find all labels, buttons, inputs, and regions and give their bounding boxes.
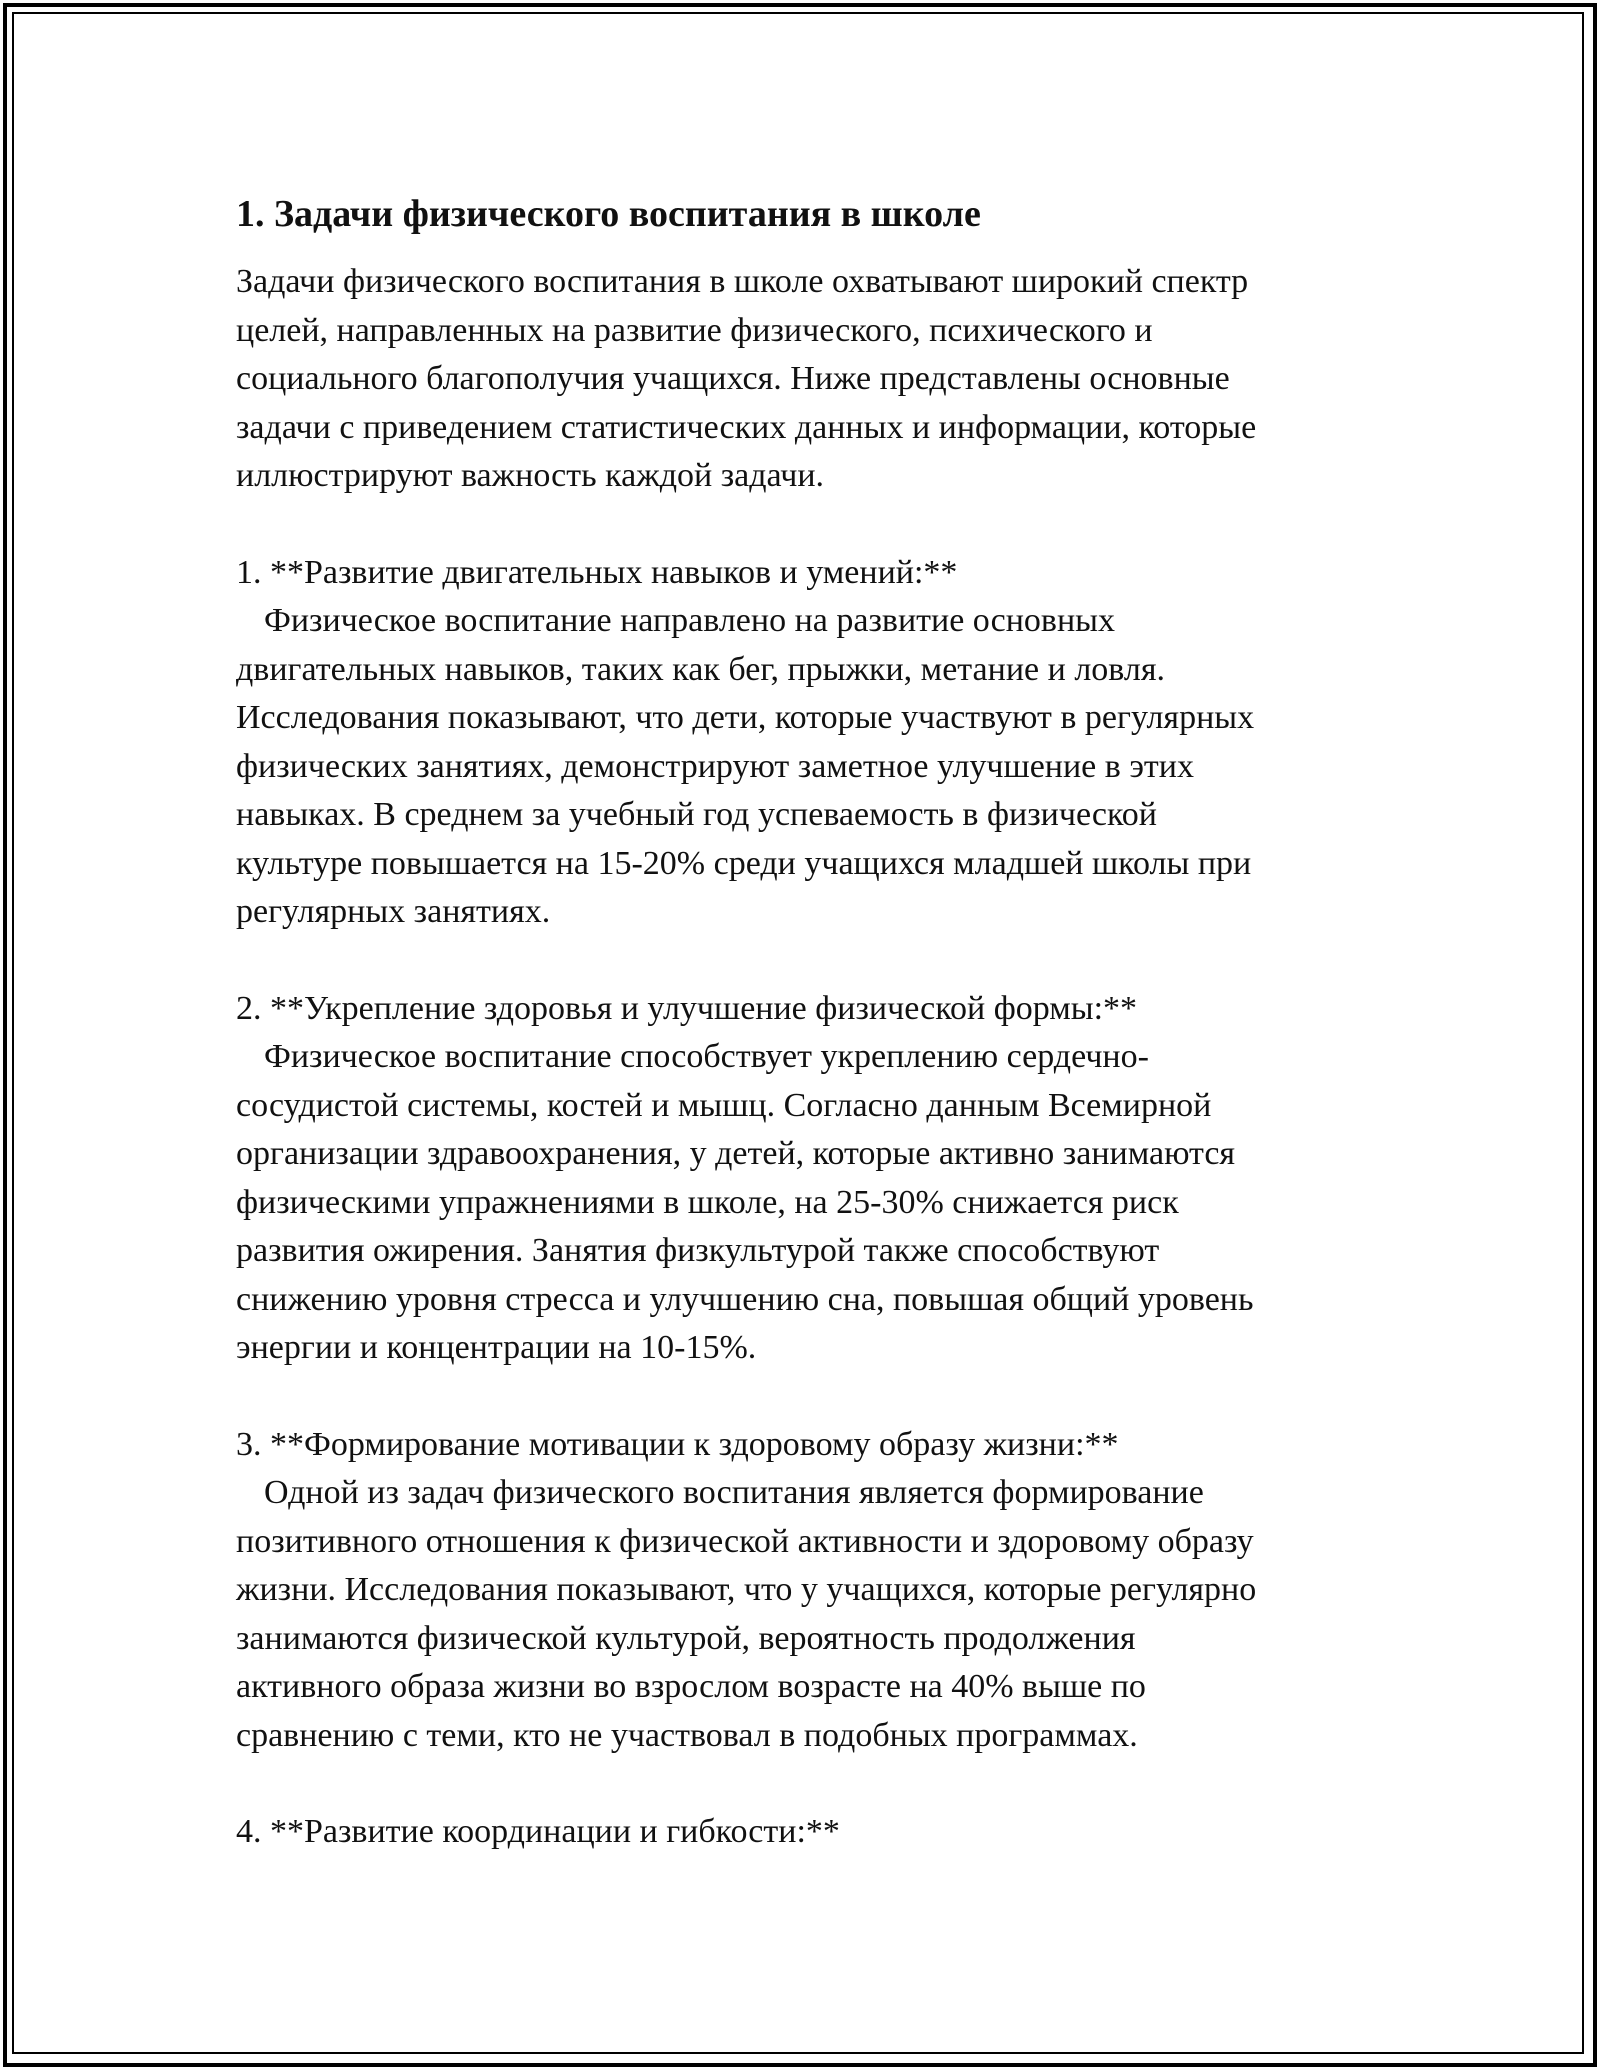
section-line: жизни. Исследования показывают, что у учащихся, которые регулярно — [236, 1571, 1257, 1608]
intro-line: Задачи физического воспитания в школе охватывают широкий спектр — [236, 263, 1249, 300]
section-line: культуре повышается на 15-20% среди учащихся младшей школы при — [236, 844, 1252, 882]
intro-line: социального благополучия учащихся. Ниже представлены основные — [236, 360, 1230, 397]
section-line: двигательных навыков, таких как бег, прыжки, метание и ловля. — [236, 650, 1166, 688]
section-line: активного образа жизни во взрослом возрасте на 40% выше по — [236, 1668, 1146, 1705]
section-heading: 4. **Развитие координации и гибкости:** — [236, 1813, 840, 1850]
intro-line: иллюстрируют важность каждой задачи. — [236, 457, 825, 494]
intro-line: целей, направленных на развитие физического, психического и — [236, 311, 1153, 349]
document-title: 1. Задачи физического воспитания в школе — [236, 193, 981, 235]
section-line: занимаются физической культурой, вероятность продолжения — [236, 1619, 1136, 1657]
section-motor-skills — [236, 549, 1356, 937]
section-line: организации здравоохранения, у детей, которые активно занимаются — [236, 1135, 1236, 1172]
section-health — [236, 985, 1356, 1373]
document-body — [236, 188, 1356, 1857]
section-heading: 1. **Развитие двигательных навыков и умений:** — [236, 553, 958, 591]
section-line: навыках. В среднем за учебный год успеваемость в физической — [236, 796, 1157, 833]
intro-line: задачи с приведением статистических данных и информации, которые — [236, 408, 1257, 446]
section-line: Физическое воспитание направлено на развитие основных — [264, 602, 1116, 639]
section-line: позитивного отношения к физической активности и здоровому образу — [236, 1522, 1254, 1560]
intro-paragraph — [236, 258, 1356, 501]
section-motivation — [236, 1421, 1356, 1761]
section-line: энергии и концентрации на 10-15%. — [236, 1329, 757, 1366]
section-line: физических занятиях, демонстрируют заметное улучшение в этих — [236, 747, 1194, 785]
section-heading: 2. **Укрепление здоровья и улучшение физической формы:** — [236, 989, 1138, 1027]
section-coordination — [236, 1808, 1356, 1857]
section-heading: 3. **Формирование мотивации к здоровому образу жизни:** — [236, 1425, 1119, 1463]
section-line: снижению уровня стресса и улучшению сна, повышая общий уровень — [236, 1280, 1254, 1318]
section-line: Физическое воспитание способствует укреплению сердечно- — [264, 1038, 1149, 1075]
section-line: регулярных занятиях. — [236, 893, 551, 930]
section-line: сосудистой системы, костей и мышц. Согласно данным Всемирной — [236, 1086, 1212, 1124]
section-line: сравнению с теми, кто не участвовал в подобных программах. — [236, 1716, 1138, 1754]
section-line: развития ожирения. Занятия физкультурой также способствуют — [236, 1232, 1160, 1269]
section-line: Исследования показывают, что дети, которые участвуют в регулярных — [236, 699, 1255, 736]
section-line: Одной из задач физического воспитания является формирование — [264, 1474, 1204, 1511]
section-line: физическими упражнениями в школе, на 25-30% снижается риск — [236, 1183, 1179, 1221]
